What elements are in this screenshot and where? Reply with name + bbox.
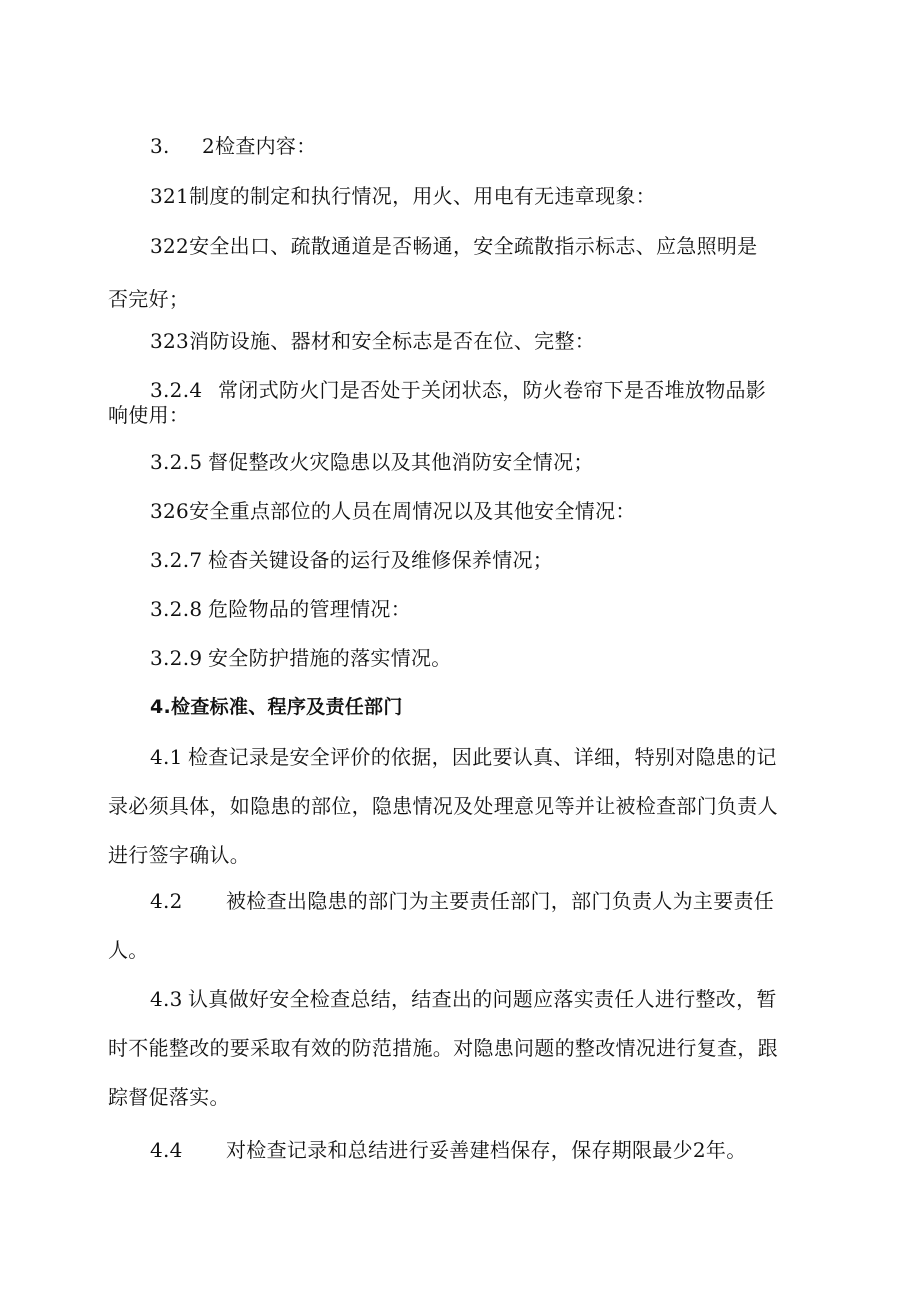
para-text: 录必须具体，如隐患的部位，隐患情况及处理意见等并让被检查部门负责人 <box>108 794 778 818</box>
para-text: 时不能整改的要采取有效的防范措施。对隐患问题的整改情况进行复查，跟 <box>108 1036 778 1060</box>
item-3-2-6 <box>150 498 636 524</box>
item-number: 3.2.5 <box>150 450 203 474</box>
para-4-3-line-3 <box>108 1084 230 1110</box>
item-3-2-2-line-2 <box>108 286 189 312</box>
para-text: 人。 <box>108 938 149 962</box>
item-text: 326安全重点部位的人员在周情况以及其他安全情况： <box>150 499 636 523</box>
item-text: 321制度的制定和执行情况，用火、用电有无违章现象： <box>150 184 656 208</box>
item-number: 3.2.7 <box>150 548 203 572</box>
para-4-3-line-1 <box>150 986 777 1012</box>
item-number: 3.2.4 <box>150 378 203 402</box>
para-text: 进行签字确认。 <box>108 843 251 867</box>
para-number: 4.1 <box>150 745 183 769</box>
item-number: 3.2.8 <box>150 597 203 621</box>
para-4-1-line-3 <box>108 842 250 868</box>
item-3-2-9 <box>150 645 452 671</box>
item-text: 响使用： <box>108 403 190 427</box>
para-4-2-line-2 <box>108 937 149 963</box>
para-number: 4.3 <box>150 987 183 1011</box>
item-text: 检杳关键设备的运行及维修保养情况； <box>208 548 554 572</box>
item-3-2-4-line-2 <box>108 402 189 428</box>
para-text: 对检查记录和总结进行妥善建档保存，保存期限最少2年。 <box>226 1138 747 1162</box>
section-4-heading: 4.检查标准、程序及责任部门 <box>150 696 403 718</box>
para-text: 被检查出隐患的部门为主要责任部门，部门负责人为主要责任 <box>226 889 775 913</box>
para-text: 踪督促落实。 <box>108 1085 230 1109</box>
item-3-2-7 <box>150 547 553 573</box>
item-text: 323消防设施、器材和安全标志是否在位、完整： <box>150 329 596 353</box>
item-3-2-1 <box>150 183 656 209</box>
item-text: 2检查内容： <box>202 134 317 158</box>
item-text: 322安全出口、疏散通道是否畅通，安全疏散指示标志、应急照明是 <box>150 234 758 258</box>
para-4-1-line-1 <box>150 744 777 770</box>
item-3-2-3 <box>150 328 595 354</box>
item-3-2-5 <box>150 449 594 475</box>
item-3-2 <box>150 133 317 159</box>
item-text: 安全防护措施的落实情况。 <box>208 646 452 670</box>
para-number: 4.4 <box>150 1138 183 1162</box>
para-4-3-line-2 <box>108 1035 778 1061</box>
para-4-4 <box>150 1137 747 1163</box>
para-text: 认真做好安全检查总结，结查出的问题应落实责任人进行整改，暂 <box>188 987 777 1011</box>
item-3-2-4-line-1 <box>150 377 766 403</box>
item-text: 否完好； <box>108 287 190 311</box>
item-number: 3.2.9 <box>150 646 203 670</box>
para-4-1-line-2 <box>108 793 778 819</box>
para-number: 4.2 <box>150 889 183 913</box>
item-3-2-2-line-1 <box>150 233 757 259</box>
item-text: 常闭式防火门是否处于关闭状态，防火卷帘下是否堆放物品影 <box>218 378 767 402</box>
para-4-2-line-1 <box>150 888 774 914</box>
item-3-2-8 <box>150 596 411 622</box>
item-number: 3. <box>150 134 170 158</box>
para-text: 检查记录是安全评价的依据，因此要认真、详细，特别对隐患的记 <box>188 745 777 769</box>
item-text: 督促整改火灾隐患以及其他消防安全情况； <box>208 450 594 474</box>
item-text: 危险物品的管理情况： <box>208 597 411 621</box>
